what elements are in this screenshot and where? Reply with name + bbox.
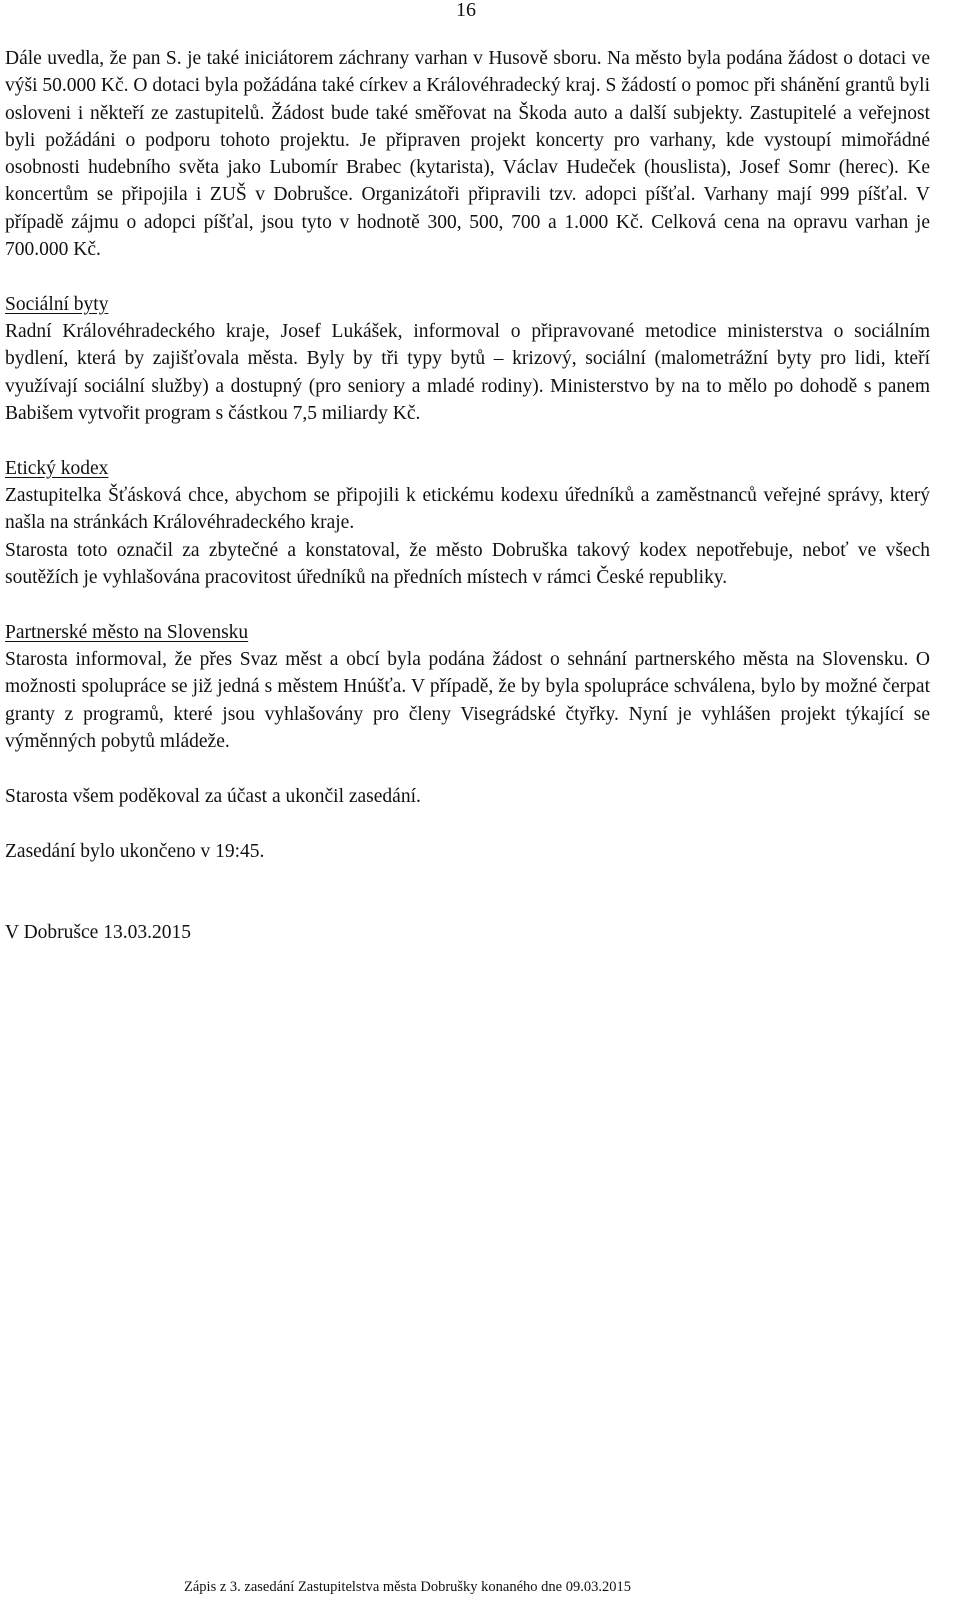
place-and-date: V Dobrušce 13.03.2015 [5, 921, 191, 943]
social-housing-paragraph: Radní Královéhradeckého kraje, Josef Lukášek, informoval o připravované metodice ministerstva o sociálním bydlení, která by zajišťovala města. Byly by tři typy bytů – krizový, sociální (malometrážní byty pro lidi, kteří využívají sociální služby) a dostupný (pro seniory a mladé rodiny). Ministerstvo by na to mělo po dohodě s panem Babišem vytvořit program s částkou 7,5 miliardy Kč. [5, 321, 930, 425]
ethics-code-paragraph-2: Starosta toto označil za zbytečné a konstatoval, že město Dobruška takový kodex nepotřebuje, neboť ve všech soutěžích je vyhlašována pracovitost úředníků na předních místech v rámci České republiky. [5, 539, 930, 589]
partner-town-heading: Partnerské město na Slovensku [5, 621, 249, 643]
social-housing-heading: Sociální byty [5, 293, 109, 315]
ethics-code-heading: Etický kodex [5, 457, 109, 479]
partner-town-paragraph: Starosta informoval, že přes Svaz měst a obcí byla podána žádost o sehnání partnerského města na Slovensku. O možnosti spolupráce se již jedná s městem Hnúšťa. V případě, že by byla spolupráce schválena, bylo by možné čerpat granty z programů, které jsou vyhlašovány pro členy Visegrádské čtyřky. Nyní je vyhlášen projekt týkající se výměnných pobytů mládeže. [5, 649, 930, 753]
ethics-code-paragraph-1: Zastupitelka Šťásková chce, abychom se připojili k etickému kodexu úředníků a zaměstnanců veřejné správy, který našla na stránkách Královéhradeckého kraje. [5, 485, 930, 534]
meeting-end-time: Zasedání bylo ukončeno v 19:45. [5, 840, 265, 862]
page-footer: Zápis z 3. zasedání Zastupitelstva města Dobrušky konaného dne 09.03.2015 [184, 1579, 631, 1595]
closing-thanks: Starosta všem poděkoval za účast a ukončil zasedání. [5, 785, 421, 807]
page-number: 16 [456, 0, 476, 21]
intro-paragraph: Dále uvedla, že pan S. je také iniciátorem záchrany varhan v Husově sboru. Na město byla podána žádost o dotaci ve výši 50.000 Kč. O dotaci byla požádána také církev a Královéhradecký kraj. S žádostí o pomoc při shánění grantů byli osloveni i někteří ze zastupitelů. Žádost bude také směřovat na Škoda auto a další subjekty. Zastupitelé a veřejnost byli požádáni o podporu tohoto projektu. Je připraven projekt koncerty pro varhany, kde vystoupí mimořádné osobnosti hudebního světa jako Lubomír Brabec (kytarista), Václav Hudeček (houslista), Josef Somr (herec). Ke koncertům se připojila i ZUŠ v Dobrušce. Organizátoři připravili tzv. adopci píšťal. Varhany mají 999 píšťal. V případě zájmu o adopci píšťal, jsou tyto v hodnotě 300, 500, 700 a 1.000 Kč. Celková cena na opravu varhan je 700.000 Kč. [5, 48, 930, 261]
document-body [5, 45, 930, 946]
